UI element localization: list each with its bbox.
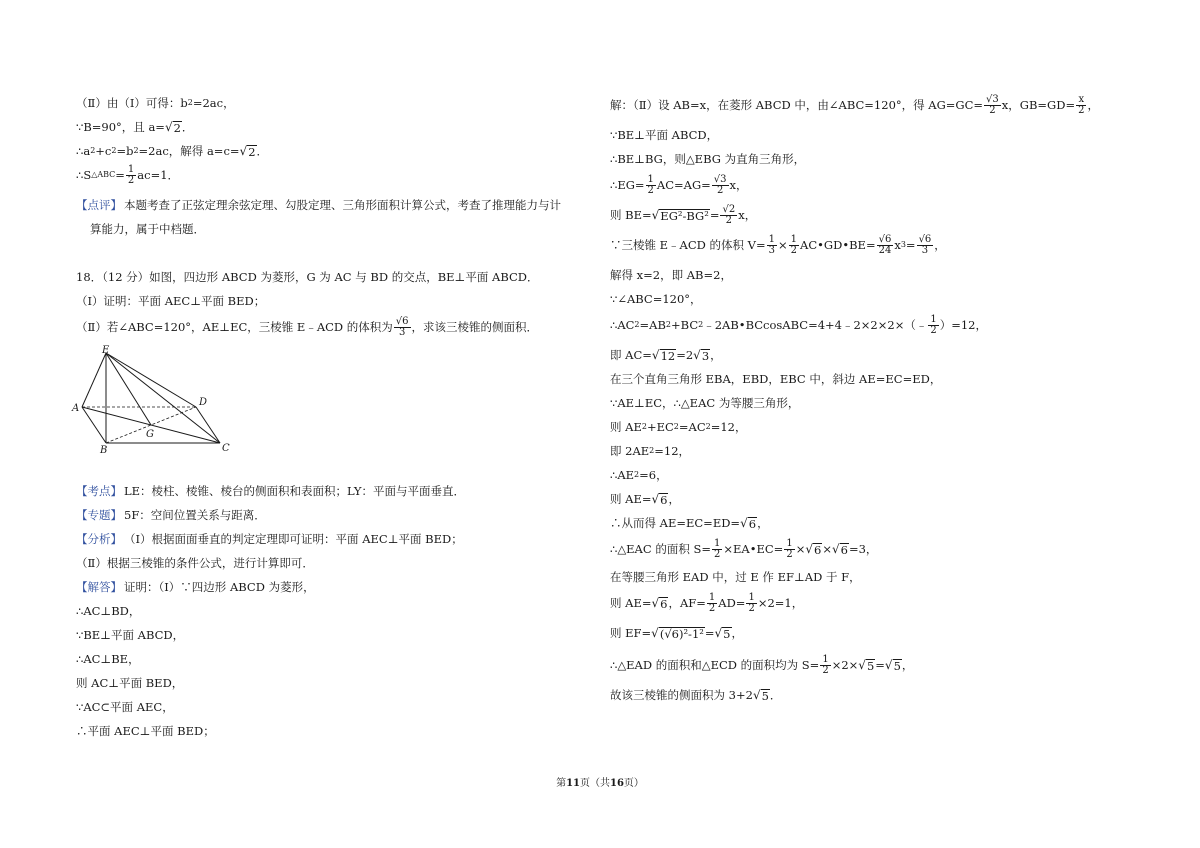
radical: √ 5 — [752, 688, 769, 703]
fraction: $\frac{√3}{2}$ — [986, 93, 999, 116]
text-line: ∵∠ABC=120°， — [610, 292, 702, 306]
label-e: E — [102, 345, 110, 356]
radical: √ 12 — [651, 348, 676, 363]
analysis-line: （Ⅱ）根据三棱锥的条件公式，进行计算即可． — [76, 556, 314, 570]
text-line: 在等腰三角形 EAD 中，过 E 作 EF⊥AD 于 F， — [610, 570, 861, 584]
edge-eg — [106, 353, 151, 425]
text-line: ∴EG= $\frac{1}{2}$ AC=AG= $\frac{√3}{2}$ x， — [610, 173, 748, 196]
radical: √ 6 — [651, 492, 668, 507]
radical: √ 5 — [858, 658, 875, 673]
answer-line: ∴AC⊥BE， — [76, 652, 140, 666]
radical: √ 5 — [884, 658, 901, 673]
answer-line: ∴平面 AEC⊥平面 BED； — [76, 724, 215, 738]
radical: √ 5 — [714, 626, 731, 641]
radical: √ 3 — [693, 348, 710, 363]
fraction: $\frac{√2}{2}$ — [722, 203, 736, 226]
edge-ea — [82, 353, 106, 407]
fraction: $\frac{1}{2}$ — [930, 313, 937, 336]
fraction: $\frac{√3}{2}$ — [713, 173, 727, 196]
radical: √ (√6)²-1² — [651, 626, 704, 641]
label-b: B — [100, 445, 108, 455]
radical: √ EG²-BG² — [651, 208, 709, 223]
text-line: ∴a 2 +c 2 =b 2 =2ac，解得 a=c= √ 2 ． — [76, 144, 269, 159]
text-line: 则 AE= √ 6 ，AF= $\frac{1}{2}$ AD= $\frac{1}{2}$ ×2=1， — [610, 591, 804, 614]
fraction: $\frac{1}{2}$ — [647, 173, 654, 196]
edge-ed — [106, 353, 196, 407]
text-line: 则 AE= √ 6 ， — [610, 492, 680, 507]
text-line: ∵AE⊥EC，∴△EAC 为等腰三角形， — [610, 396, 800, 410]
radical: √ 6 — [651, 596, 668, 611]
text-line: 故该三棱锥的侧面积为 3+2 √ 5 ． — [610, 688, 782, 703]
text-line: 解得 x=2，即 AB=2， — [610, 268, 732, 282]
zhuanti-tag: 【专题】 — [76, 508, 122, 522]
text-line: ∴AC 2 =AB 2 +BC 2 ﹣2AB•BCcosABC=4+4﹣2×2×2×（﹣ $\frac{1}{2}$ ）=12， — [610, 313, 987, 336]
text-line: 解：（Ⅱ）设 AB=x，在菱形 ABCD 中，由∠ABC=120°，得 AG=GC= $\frac{√3}{2}$ x，GB=GD= $\frac{x}{2}$ ， — [610, 93, 1099, 116]
answer-line: ∴AC⊥BD， — [76, 604, 141, 618]
answer-line: 则 AC⊥平面 BED， — [76, 676, 184, 690]
text-line: （Ⅰ）证明：平面 AEC⊥平面 BED； — [76, 294, 266, 308]
answer-line: ∵AC⊂平面 AEC， — [76, 700, 174, 714]
fraction: $\frac{1}{3}$ — [768, 233, 776, 256]
radical: √ 2 — [164, 120, 181, 135]
fraction: $\frac{1}{2}$ — [127, 163, 135, 186]
page-footer: 第11页（共16页） — [556, 778, 644, 789]
answer-line: 【解答】 证明：（Ⅰ）∵四边形 ABCD 为菱形， — [76, 580, 315, 594]
fraction: $\frac{1}{2}$ — [708, 591, 716, 614]
pyramid-figure — [70, 345, 235, 455]
fraction: $\frac{x}{2}$ — [1078, 93, 1085, 116]
radical: √ 2 — [239, 144, 256, 159]
jieda-tag: 【解答】 — [76, 580, 122, 594]
label-g: G — [146, 429, 154, 440]
text-line: 则 EF= √ (√6)²-1² = √ 5 ， — [610, 626, 743, 641]
text-line: ∵BE⊥平面 ABCD， — [610, 128, 719, 142]
fraction: $\frac{1}{2}$ — [786, 537, 793, 560]
text-line: ∴BE⊥BG，则△EBG 为直角三角形， — [610, 152, 806, 166]
text-line: 则 BE= √ EG²-BG² = $\frac{√2}{2}$ x， — [610, 203, 757, 226]
fraction: $\frac{1}{2}$ — [790, 233, 798, 256]
analysis-line: 【分析】 （Ⅰ）根据面面垂直的判定定理即可证明：平面 AEC⊥平面 BED； — [76, 532, 463, 546]
fraction: $\frac{√6}{24}$ — [878, 233, 892, 256]
radical: √ 6 — [740, 516, 757, 531]
text-line: 则 AE 2 +EC 2 =AC 2 =12， — [610, 420, 747, 434]
question-title: 18．（12 分）如图，四边形 ABCD 为菱形，G 为 AC 与 BD 的交点，BE⊥平面 ABCD． — [76, 270, 539, 284]
analysis-line: 【专题】 5F：空间位置关系与距离． — [76, 508, 266, 522]
label-a: A — [72, 403, 80, 414]
text-line: 即 2AE 2 =12， — [610, 444, 691, 458]
text-line: ∵三棱锥 E﹣ACD 的体积 V= $\frac{1}{3}$ × $\frac{1}{2}$ AC•GD•BE= $\frac{√6}{24}$ x 3 = $\frac{√6}{3}$ ， — [610, 233, 946, 256]
answer-line: ∵BE⊥平面 ABCD， — [76, 628, 185, 642]
fraction: $\frac{√6}{3}$ — [395, 315, 409, 338]
fraction: $\frac{√6}{3}$ — [918, 233, 932, 256]
analysis-line: 【考点】 LE：棱柱、棱锥、棱台的侧面积和表面积；LY：平面与平面垂直． — [76, 484, 466, 498]
label-c: C — [222, 443, 230, 454]
text-line: ∴S △ABC = $\frac{1}{2}$ ac=1． — [76, 163, 180, 186]
radical: √ 6 — [805, 542, 822, 557]
comment-line: 算能力，属于中档题． — [90, 222, 205, 236]
text-line: ∴AE 2 =6， — [610, 468, 668, 482]
label-d: D — [199, 397, 208, 408]
fraction: $\frac{1}{2}$ — [822, 653, 829, 676]
comment-tag: 【点评】 — [76, 198, 122, 212]
text-line: （Ⅱ）若∠ABC=120°，AE⊥EC，三棱锥 E﹣ACD 的体积为 $\frac{√6}{3}$ ，求该三棱锥的侧面积． — [76, 315, 539, 338]
fenxi-tag: 【分析】 — [76, 532, 122, 546]
text-line: ∴从而得 AE=EC=ED= √ 6 ， — [610, 516, 769, 531]
comment-line: 【点评】 本题考查了正弦定理余弦定理、勾股定理、三角形面积计算公式，考查了推理能力与计 — [76, 198, 561, 212]
kaodian-tag: 【考点】 — [76, 484, 122, 498]
fraction: $\frac{1}{2}$ — [748, 591, 755, 614]
text-line: 即 AC= √ 12 =2 √ 3 ， — [610, 348, 722, 363]
radical: √ 6 — [831, 542, 848, 557]
text-line: ∴△EAD 的面积和△ECD 的面积均为 S= $\frac{1}{2}$ ×2× √ 5 = √ 5 ， — [610, 653, 914, 676]
text-line: ∵B=90°，且 a= √ 2 ． — [76, 120, 194, 135]
text-line: 在三个直角三角形 EBA，EBD，EBC 中，斜边 AE=EC=ED， — [610, 372, 942, 386]
fraction: $\frac{1}{2}$ — [713, 537, 721, 560]
text-line: ∴△EAC 的面积 S= $\frac{1}{2}$ ×EA•EC= $\frac{1}{2}$ × √ 6 × √ 6 =3， — [610, 537, 878, 560]
text-line: （Ⅱ）由（Ⅰ）可得：b 2 =2ac， — [76, 96, 235, 110]
